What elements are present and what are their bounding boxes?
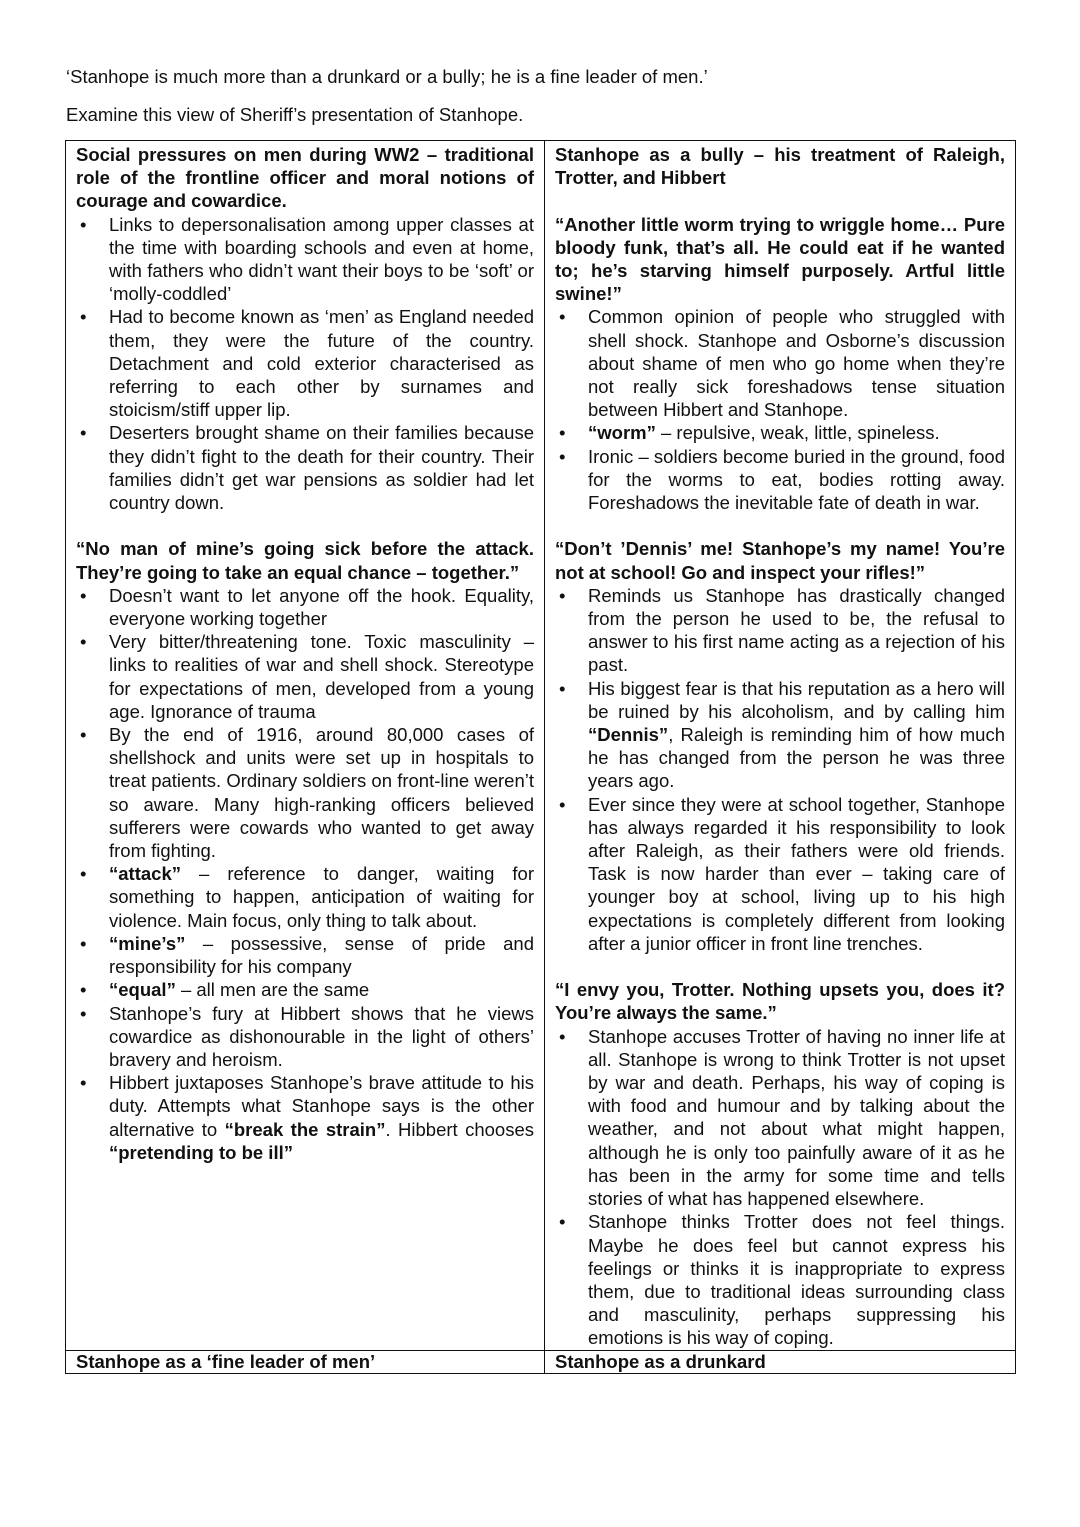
list-item: • Stanhope thinks Trotter does not feel things. Maybe he does feel but cannot express his feelings or thinks it is inappropriate to express them, due to traditional ideas surrounding class and masculinity, perhaps suppressing his emotions is his way of coping. [555, 1210, 1005, 1349]
section-heading: “I envy you, Trotter. Nothing upsets you, does it? You’re always the same.” [555, 979, 1005, 1024]
item-text: – possessive, sense of pride and responsibility for his company [109, 932, 534, 978]
list-item: • Ever since they were at school together, Stanhope has always regarded it his responsibility to look after Raleigh, as their fathers were old friends. Task is now harder than ever – taking care of younger boy at school, living up to his high expectations is completely different from looking after a junior officer in front line trenches. [555, 793, 1005, 955]
quote-term: “mine’s” [109, 932, 186, 954]
item-text: His biggest fear is that his reputation as a hero will be ruined by his alcoholism, and by calling him [588, 677, 1005, 722]
section-heading: Stanhope as a bully – his treatment of Raleigh, Trotter, and Hibbert [555, 144, 1005, 189]
list-item: • Common opinion of people who struggled with shell shock. Stanhope and Osborne’s discussion about shame of men who go home when they’re not really sick foreshadows tense situation between Hibbert and Stanhope. [555, 305, 1005, 421]
right-column [545, 141, 1016, 1351]
item-text: – repulsive, weak, little, spineless. [655, 422, 940, 444]
footer-cell-left [66, 1350, 545, 1373]
list-item [76, 932, 534, 978]
quote-term: “equal” [109, 979, 176, 1001]
list-item [76, 1071, 534, 1164]
list-item: • Had to become known as ‘men’ as England needed them, they were the future of the country. Detachment and cold exterior characterised as referring to each other by surnames and stoicism/stiff upper lip. [76, 305, 534, 421]
section-heading: “Another little worm trying to wriggle home… Pure bloody funk, that’s all. He could eat if he wanted to; he’s starving himself purposely. Artful little swine!” [555, 213, 1005, 305]
list-item: • Links to depersonalisation among upper classes at the time with boarding schools and even at home, with fathers who didn’t want their boys to be ‘soft’ or ‘molly-coddled’ [76, 213, 534, 306]
list-item [555, 421, 1005, 444]
list-item: • Doesn’t want to let anyone off the hook. Equality, everyone working together [76, 584, 534, 630]
section-envy-trotter [555, 978, 1005, 1349]
section-heading: “Don’t ’Dennis’ me! Stanhope’s my name! You’re not at school! Go and inspect your rifles!” [555, 538, 1005, 583]
list-item: • Reminds us Stanhope has drastically changed from the person he used to be, the refusal to answer to his first name acting as a rejection of his past. [555, 584, 1005, 677]
essay-task: Examine this view of Sheriff’s presentation of Stanhope. [66, 104, 524, 125]
footer-heading: Stanhope as a drunkard [555, 1350, 766, 1372]
item-text: Hibbert juxtaposes Stanhope’s brave attitude to his duty. Attempts what Stanhope says is the other alternative to [109, 1072, 534, 1140]
footer-heading: Stanhope as a ‘fine leader of men’ [76, 1350, 376, 1372]
quote-term: “Dennis” [588, 724, 669, 746]
quote-term: “attack” [109, 863, 181, 885]
bullet-list [555, 1025, 1005, 1350]
left-column [66, 141, 545, 1351]
section-no-man-of-mine [76, 537, 534, 1163]
section-heading: “No man of mine’s going sick before the attack. They’re going to take an equal chance – together.” [76, 538, 534, 583]
section-heading: Social pressures on men during WW2 – traditional role of the frontline officer and moral notions of courage and cowardice. [76, 144, 534, 212]
list-item [555, 677, 1005, 793]
bullet-list [555, 584, 1005, 955]
section-little-worm [555, 213, 1005, 515]
list-item: • Ironic – soldiers become buried in the ground, food for the worms to eat, bodies rotting away. Foreshadows the inevitable fate of death in war. [555, 445, 1005, 515]
footer-cell-right [545, 1350, 1016, 1373]
list-item [76, 862, 534, 932]
section-social-pressures [76, 143, 534, 514]
quote-term: “worm” [588, 422, 656, 444]
item-text: , Raleigh is reminding him of how much he has changed from the person he was three years ago. [588, 724, 1005, 792]
bullet-list [76, 213, 534, 515]
list-item: • By the end of 1916, around 80,000 cases of shellshock and units were set up in hospitals to treat patients. Ordinary soldiers on front-line weren’t so aware. Many high-ranking officers believed sufferers were cowards who wanted to get away from fighting. [76, 723, 534, 862]
quote-term: “pretending to be ill” [109, 1141, 293, 1163]
list-item: • Very bitter/threatening tone. Toxic masculinity – links to realities of war and shell shock. Stereotype for expectations of men, developed from a young age. Ignorance of trauma [76, 630, 534, 723]
list-item: • Deserters brought shame on their families because they didn’t fight to the death for their country. Their families didn’t get war pensions as soldier had let country down. [76, 421, 534, 514]
section-bully [555, 143, 1005, 189]
bullet-list [76, 584, 534, 1164]
essay-question: ‘Stanhope is much more than a drunkard or a bully; he is a fine leader of men.’ [66, 66, 708, 87]
notes-row-footer [66, 1350, 1016, 1373]
list-item [76, 978, 534, 1001]
notes-row-main [66, 141, 1016, 1351]
item-text: – all men are the same [175, 979, 370, 1001]
quote-term: “break the strain” [224, 1118, 386, 1140]
bullet-list [555, 305, 1005, 514]
list-item: • Stanhope’s fury at Hibbert shows that he views cowardice as dishonourable in the light of others’ bravery and heroism. [76, 1002, 534, 1072]
section-dont-dennis-me [555, 537, 1005, 955]
notes-table [65, 140, 1016, 1374]
item-text: . Hibbert chooses [385, 1118, 534, 1140]
item-text: – reference to danger, waiting for something to happen, anticipation of waiting for violence. Main focus, only thing to talk about. [109, 863, 534, 931]
list-item: • Stanhope accuses Trotter of having no inner life at all. Stanhope is wrong to think Trotter is not upset by war and death. Perhaps, his way of coping is with food and humour and by talking about the weather, and not about what might happen, although he is only too painfully aware of it as he has been in the army for some time and tells stories of what has happened elsewhere. [555, 1025, 1005, 1211]
